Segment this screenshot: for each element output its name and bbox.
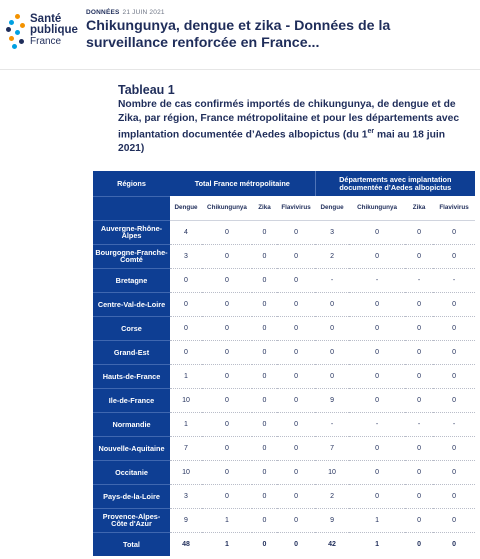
table-caption [118,98,468,156]
cell-value: 1 [225,540,229,548]
cell-value: 0 [277,436,315,460]
cell-value: 1 [170,364,202,388]
logo-dots-icon [6,14,26,50]
cell-value: 0 [170,268,202,292]
cell-value: 0 [277,220,315,244]
cell-value: 0 [433,364,475,388]
cell-value: 0 [252,268,277,292]
cell-value: 0 [277,244,315,268]
region-name: Total [93,532,170,556]
cell-value: 0 [405,220,433,244]
cell-value: 0 [202,460,252,484]
cell-value: 0 [294,540,298,548]
cell-value: - [349,412,405,436]
cell-value: - [405,412,433,436]
cell-value: 0 [202,364,252,388]
cell-value: 0 [433,508,475,532]
subheader-zika: Zika [405,196,433,220]
table-row [93,484,475,508]
cell-value: 9 [315,508,349,532]
cell-value: 10 [170,460,202,484]
cell-value: 0 [277,388,315,412]
logo-line-3: France [30,36,62,47]
cell-value: 0 [405,316,433,340]
cell-value: 0 [349,292,405,316]
header-group-france: Total France métropolitaine [170,171,315,196]
cell-value: 0 [252,244,277,268]
logo-line-1: Santé [30,13,62,25]
region-name: Bretagne [93,268,170,292]
subheader-chikungunya: Chikungunya [349,196,405,220]
cell-value: 10 [170,388,202,412]
region-name: Grand-Est [93,340,170,364]
cell-value: 0 [277,292,315,316]
region-name: Normandie [93,412,170,436]
cell-value: - [315,268,349,292]
cell-value: 2 [315,484,349,508]
caption-text-end: mai au 18 juin 2021) [118,129,446,155]
cell-value: 0 [433,388,475,412]
article-category[interactable]: DONNÉES [86,9,120,16]
cell-value: 0 [202,268,252,292]
cell-value: 0 [262,540,267,548]
cell-value: 0 [405,292,433,316]
region-name: Ile-de-France [93,388,170,412]
cell-value: 0 [349,316,405,340]
table-row [93,436,475,460]
cell-value: 0 [405,436,433,460]
cell-value: 0 [202,412,252,436]
cell-value: 0 [252,220,277,244]
cell-value: 0 [349,244,405,268]
subheader-row [93,196,475,220]
site-header [0,0,480,70]
cell-value: 0 [433,340,475,364]
cell-value: 0 [405,388,433,412]
cell-value: 0 [405,484,433,508]
cell-value: 0 [202,484,252,508]
cell-value: 9 [315,388,349,412]
cell-value: - [349,268,405,292]
cell-value: 0 [315,316,349,340]
region-name: Auvergne-Rhône-Alpes [93,220,170,244]
logo-line-2: publique [30,24,78,36]
cell-value: 0 [252,316,277,340]
cell-value: 0 [433,436,475,460]
cell-value: 0 [252,484,277,508]
cell-value: 7 [170,436,202,460]
cell-value: 9 [170,508,202,532]
cell-value: 0 [252,388,277,412]
cell-value: - [405,268,433,292]
cell-value: 0 [202,340,252,364]
cell-value: 0 [433,484,475,508]
cell-value: 0 [349,460,405,484]
cell-value: 0 [452,540,456,548]
cell-value: 0 [277,484,315,508]
cell-value: 0 [252,364,277,388]
cell-value: 0 [349,220,405,244]
cell-value: 0 [277,460,315,484]
cell-value: 3 [315,220,349,244]
cell-value: 42 [328,540,336,548]
cell-value: 1 [202,508,252,532]
page-title: Chikungunya, dengue et zika - Données de la surveillance renforcée en France... [86,18,391,51]
cell-value: 0 [202,292,252,316]
caption-text: Nombre de cas confirmés importés de chikungunya, de dengue et de Zika, par région, France métropolitaine et pour les départements avec implantation documentée d’Aedes albopictus (du 1 [118,99,460,141]
cell-value: 0 [252,436,277,460]
table-row [93,244,475,268]
cell-value: 0 [170,340,202,364]
cell-value: 0 [277,412,315,436]
cell-value: 0 [252,508,277,532]
cell-value: 0 [202,388,252,412]
cell-value: 0 [417,540,421,548]
cell-value: 0 [405,508,433,532]
cell-value: 0 [277,268,315,292]
cell-value: 3 [170,484,202,508]
subheader-dengue: Dengue [170,196,202,220]
cell-value: 4 [170,220,202,244]
cell-value: 0 [405,340,433,364]
cell-value: 0 [277,508,315,532]
table-total-row [93,532,475,556]
section-title: Tableau 1 [118,83,175,97]
cell-value: 0 [277,364,315,388]
cell-value: - [433,268,475,292]
region-name: Bourgogne-Franche-Comté [93,244,170,268]
cell-value: 1 [375,540,379,548]
region-name: Pays-de-la-Loire [93,484,170,508]
cell-value: 0 [170,316,202,340]
table-row [93,460,475,484]
cell-value: 0 [433,460,475,484]
cell-value: 0 [433,220,475,244]
cell-value: 0 [349,388,405,412]
cell-value: 0 [202,316,252,340]
cell-value: 0 [349,436,405,460]
subheader-zika: Zika [252,196,277,220]
cell-value: 0 [405,460,433,484]
cell-value: 2 [315,244,349,268]
cases-table [93,171,475,556]
table-row [93,268,475,292]
cell-value: 48 [182,540,190,548]
region-name: Corse [93,316,170,340]
cell-value: 0 [277,340,315,364]
cell-value: 0 [433,316,475,340]
table-row [93,388,475,412]
region-name: Centre-Val-de-Loire [93,292,170,316]
cell-value: 0 [202,244,252,268]
table-row [93,316,475,340]
region-name: Provence-Alpes-Côte d'Azur [93,508,170,532]
cell-value: - [315,412,349,436]
cell-value: 0 [252,412,277,436]
subheader-blank [93,196,170,220]
logo-wordmark [30,14,78,47]
cell-value: 1 [349,508,405,532]
table-body [93,220,475,556]
table-row [93,340,475,364]
table-row [93,220,475,244]
cell-value: 0 [433,244,475,268]
header-group-aedes: Départements avec implantation documentée d’Aedes albopictus [315,171,475,196]
region-name: Hauts-de-France [93,364,170,388]
table-row [93,508,475,532]
cell-value: 10 [315,460,349,484]
sante-publique-france-logo[interactable] [6,14,86,54]
cell-value: 1 [170,412,202,436]
header-regions: Régions [93,171,170,196]
cell-value: 0 [170,292,202,316]
table-row [93,292,475,316]
cell-value: 0 [252,340,277,364]
region-name: Occitanie [93,460,170,484]
subheader-flavivirus: Flavivirus [277,196,315,220]
subheader-chikungunya: Chikungunya [202,196,252,220]
article-date: 21 JUIN 2021 [122,9,165,16]
cell-value: 0 [349,484,405,508]
caption-superscript: er [367,128,375,136]
cell-value: 0 [277,316,315,340]
cell-value: 0 [315,340,349,364]
region-name: Nouvelle-Aquitaine [93,436,170,460]
cell-value: - [433,412,475,436]
article-meta [86,9,165,16]
cell-value: 0 [252,460,277,484]
cell-value: 0 [405,364,433,388]
cell-value: 0 [315,364,349,388]
cell-value: 0 [349,364,405,388]
table-row [93,364,475,388]
cell-value: 0 [202,436,252,460]
cell-value: 0 [405,244,433,268]
subheader-flavivirus: Flavivirus [433,196,475,220]
cell-value: 0 [315,292,349,316]
subheader-dengue: Dengue [315,196,349,220]
cell-value: 0 [252,292,277,316]
cell-value: 0 [433,292,475,316]
cell-value: 3 [170,244,202,268]
table-row [93,412,475,436]
cell-value: 7 [315,436,349,460]
cell-value: 0 [202,220,252,244]
cell-value: 0 [349,340,405,364]
